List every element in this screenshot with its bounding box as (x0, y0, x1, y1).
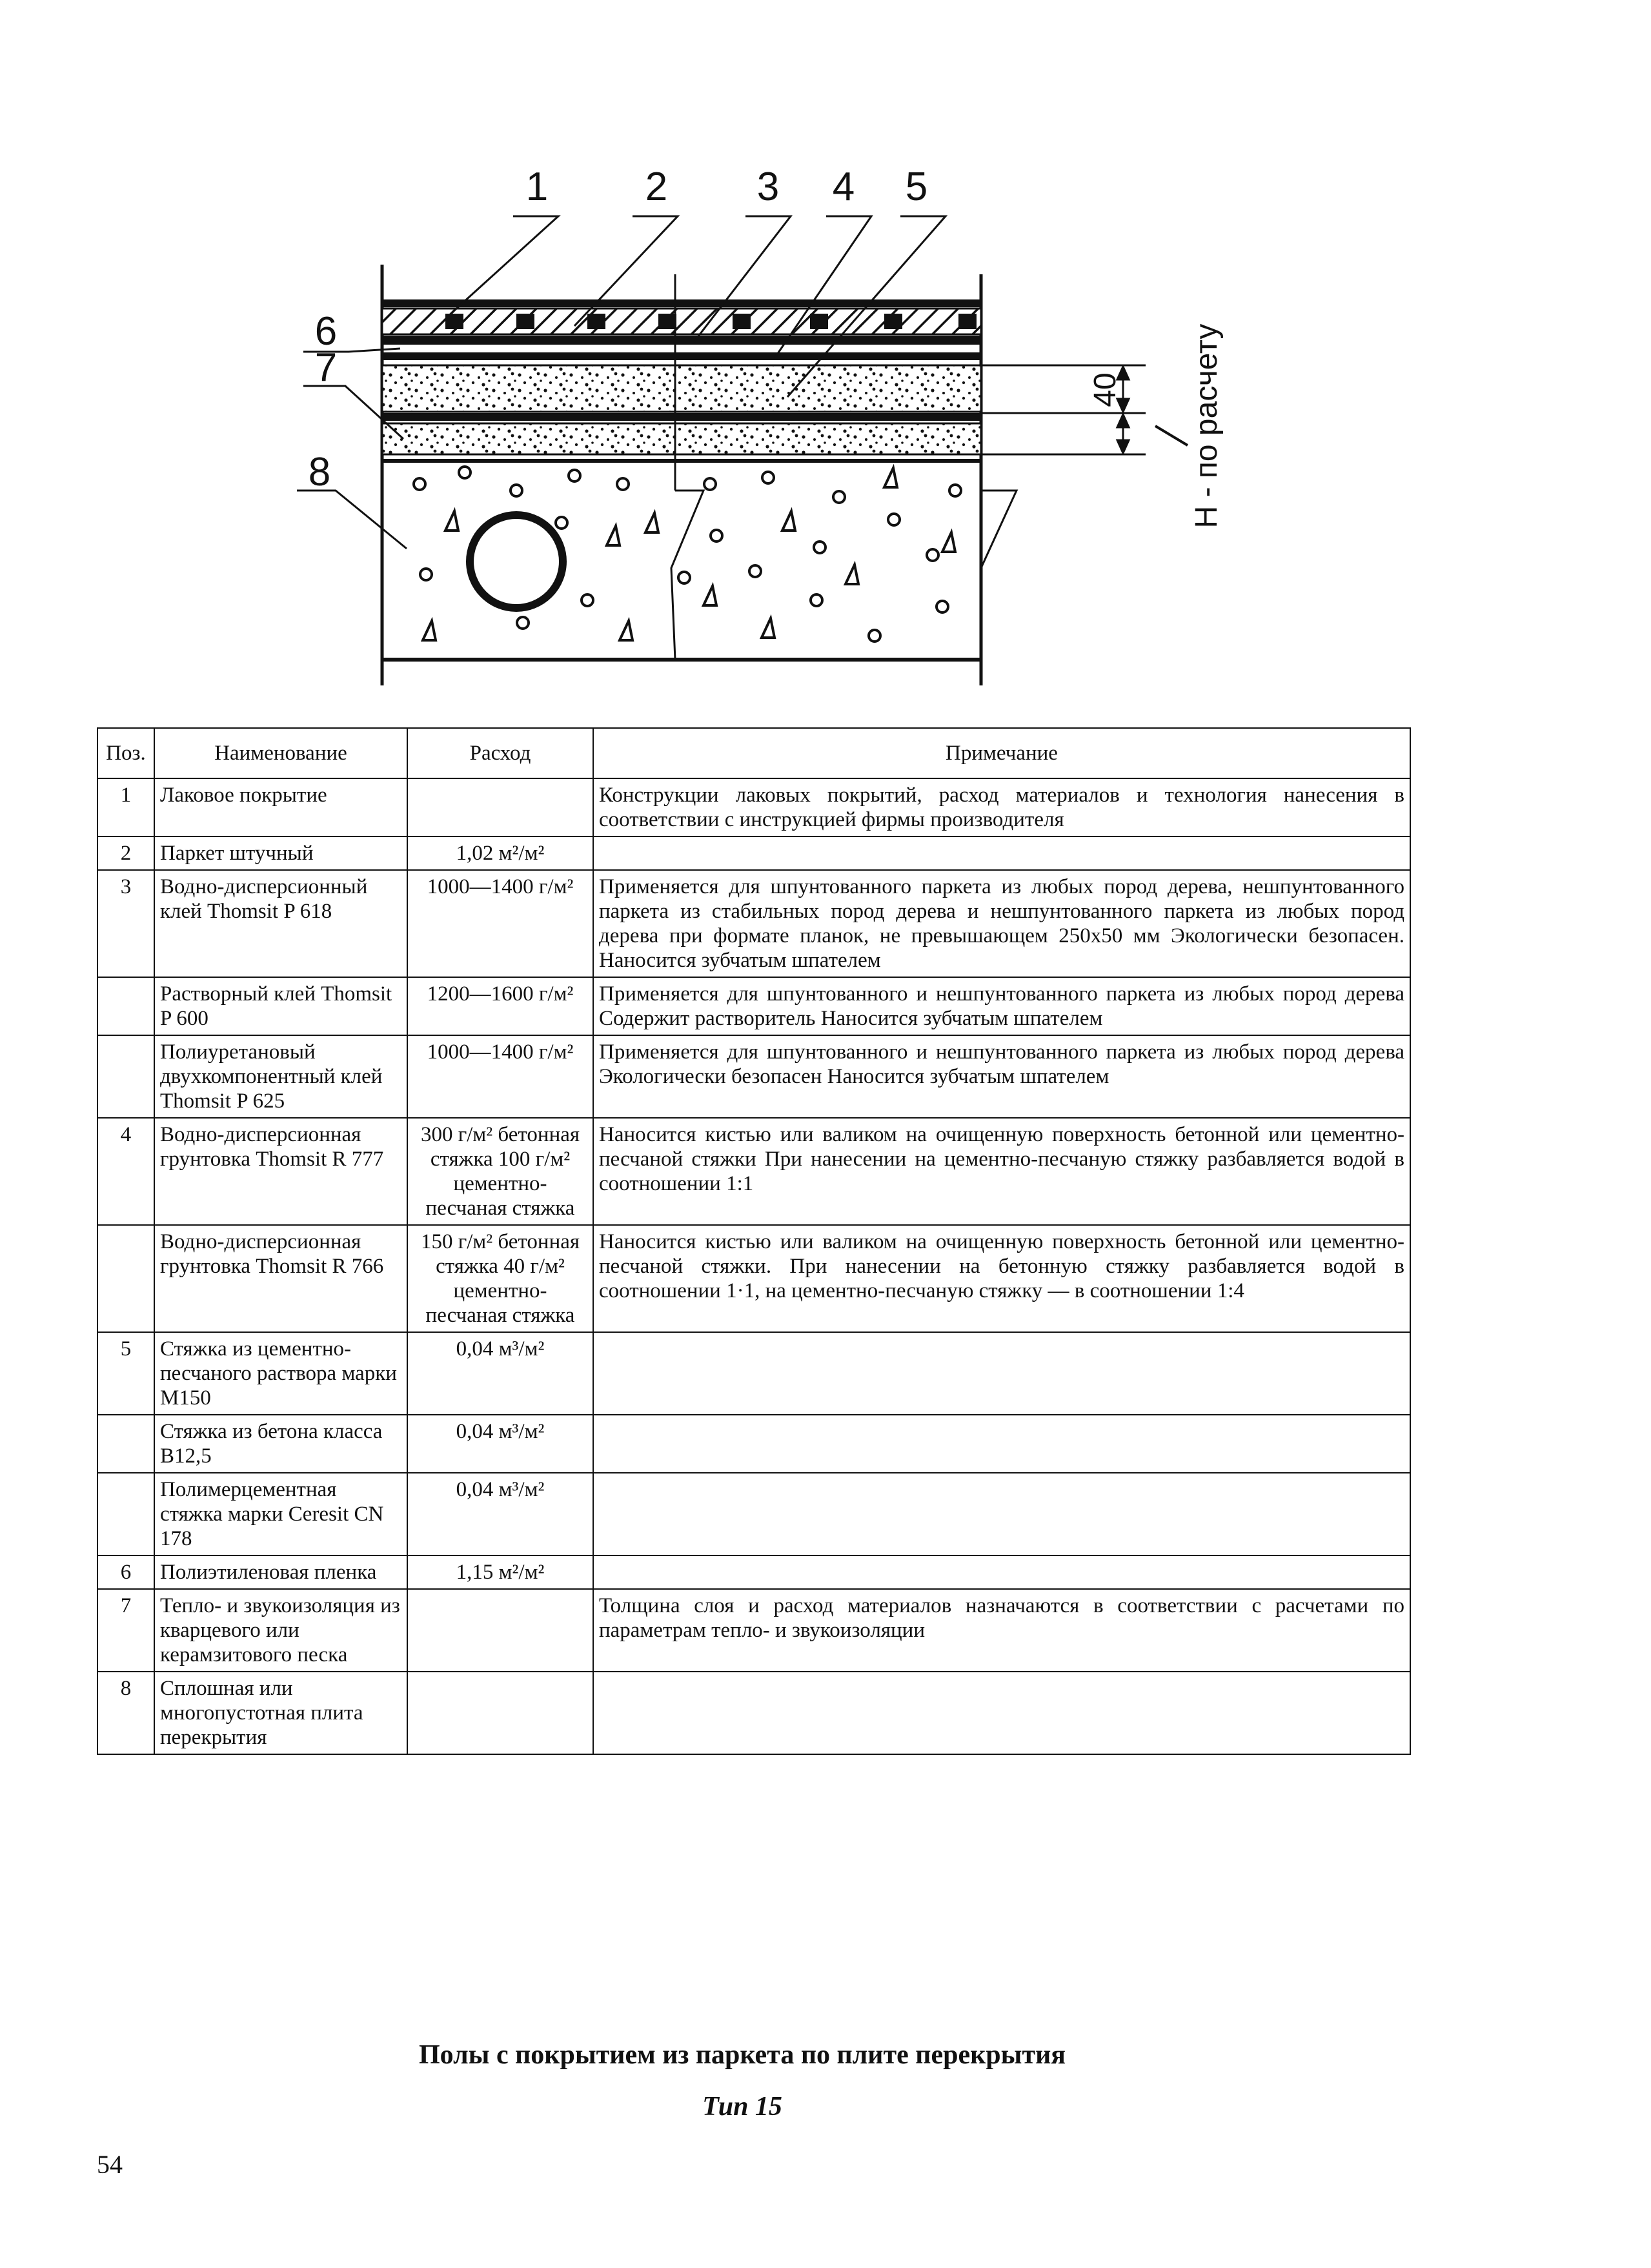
cell-pos: 3 (97, 870, 154, 977)
document-title: Полы с покрытием из паркета по плите перекрытия (419, 2040, 1066, 2070)
cell-pos: 7 (97, 1589, 154, 1672)
cell-rate: 0,04 м³/м² (407, 1332, 593, 1415)
cell-pos: 6 (97, 1555, 154, 1589)
cell-pos: 5 (97, 1332, 154, 1415)
table-row (97, 1473, 1410, 1555)
cell-name: Водно-дисперсионная грунтовка Thomsit R 766 (154, 1225, 407, 1332)
cell-name: Полиуретановый двухкомпонентный клей Thomsit P 625 (154, 1035, 407, 1118)
callout-1: 1 (525, 165, 549, 209)
callout-7: 7 (314, 345, 338, 390)
cell-rate: 1,02 м²/м² (407, 836, 593, 870)
cell-name: Лаковое покрытие (154, 778, 407, 836)
table-row (97, 1118, 1410, 1225)
cell-name: Сплошная или многопустотная плита перекрытия (154, 1672, 407, 1754)
header-name: Наименование (154, 728, 407, 778)
cell-pos: 1 (97, 778, 154, 836)
callout-6: 6 (314, 309, 338, 354)
cell-name: Водно-дисперсионная грунтовка Thomsit R 777 (154, 1118, 407, 1225)
lacquer-layer (382, 299, 981, 307)
cell-name: Водно-дисперсионный клей Thomsit P 618 (154, 870, 407, 977)
cell-note (593, 836, 1410, 870)
cell-name: Растворный клей Thomsit P 600 (154, 977, 407, 1035)
table-header-row (97, 728, 1410, 778)
cell-rate (407, 778, 593, 836)
cell-note: Применяется для шпунтованного паркета из любых пород дерева, нешпунтованного паркета из стабильных пород дерева и нешпунтованного паркета из любых пород дерева при формате планок, не превышающем 250х50 мм Экологически безопасен. Наносится зубчатым шпателем (593, 870, 1410, 977)
cell-name: Стяжка из бетона класса В12,5 (154, 1415, 407, 1473)
cell-note (593, 1415, 1410, 1473)
cell-pos: 2 (97, 836, 154, 870)
table-row (97, 1589, 1410, 1672)
cell-note: Наносится кистью или валиком на очищенную поверхность бетонной или цементно-песчаной стяжки. При нанесении на бетонную стяжку разбавляется водой в соотношении 1·1, на цементно-песчаную стяжку — в соотношении 1:4 (593, 1225, 1410, 1332)
cell-note (593, 1555, 1410, 1589)
cell-pos (97, 977, 154, 1035)
page-number: 54 (97, 2150, 123, 2179)
cell-rate (407, 1672, 593, 1754)
cell-note (593, 1473, 1410, 1555)
callout-4: 4 (832, 165, 855, 209)
screed-layer (382, 365, 981, 412)
adhesive-layer (382, 336, 981, 345)
header-pos: Поз. (97, 728, 154, 778)
cell-note: Наносится кистью или валиком на очищенную поверхность бетонной или цементно-песчаной стяжки При нанесении на цементно-песчаную стяжку разбавляется водой в соотношении 1:1 (593, 1118, 1410, 1225)
table-row (97, 1332, 1410, 1415)
cell-name: Тепло- и звукоизоляция из кварцевого или керамзитового песка (154, 1589, 407, 1672)
cell-rate: 0,04 м³/м² (407, 1415, 593, 1473)
document-type: Тип 15 (702, 2092, 782, 2121)
cell-rate: 0,04 м³/м² (407, 1473, 593, 1555)
cell-note: Конструкции лаковых покрытий, расход материалов и технология нанесения в соответствии с инструкцией фирмы производителя (593, 778, 1410, 836)
cell-rate: 1200—1600 г/м² (407, 977, 593, 1035)
cell-rate: 300 г/м² бетонная стяжка 100 г/м² цементно-песчаная стяжка (407, 1118, 593, 1225)
header-note: Примечание (593, 728, 1410, 778)
table-row (97, 977, 1410, 1035)
table-row (97, 1555, 1410, 1589)
callout-2: 2 (645, 165, 668, 209)
primer-layer (382, 352, 981, 360)
cell-pos (97, 1225, 154, 1332)
cell-rate: 1000—1400 г/м² (407, 870, 593, 977)
cell-note: Применяется для шпунтованного и нешпунтованного паркета из любых пород дерева Содержит растворитель Наносится зубчатым шпателем (593, 977, 1410, 1035)
table-body (97, 778, 1410, 1754)
cell-note (593, 1332, 1410, 1415)
side-label: H - по расчету (1190, 323, 1224, 529)
table-row (97, 778, 1410, 836)
floor-section-drawing (0, 0, 1651, 710)
cell-name: Стяжка из цементно-песчаного раствора марки М150 (154, 1332, 407, 1415)
header-rate: Расход (407, 728, 593, 778)
cell-pos (97, 1415, 154, 1473)
cell-pos (97, 1473, 154, 1555)
cell-name: Паркет штучный (154, 836, 407, 870)
cell-name: Полимерцементная стяжка марки Ceresit CN 178 (154, 1473, 407, 1555)
cell-rate: 150 г/м² бетонная стяжка 40 г/м² цементно-песчаная стяжка (407, 1225, 593, 1332)
cell-rate (407, 1589, 593, 1672)
cell-note: Толщина слоя и расход материалов назначаются в соответствии с расчетами по параметрам тепло- и звукоизоляции (593, 1589, 1410, 1672)
sand-insulation-layer (382, 423, 981, 454)
dimension-40: 40 (1088, 372, 1122, 407)
table-row (97, 836, 1410, 870)
film-layer (382, 413, 981, 421)
table-row (97, 1672, 1410, 1754)
table-row (97, 1225, 1410, 1332)
cell-pos (97, 1035, 154, 1118)
floor-slab (382, 461, 1017, 660)
table-row (97, 870, 1410, 977)
callout-8: 8 (308, 450, 331, 494)
cell-pos: 8 (97, 1672, 154, 1754)
table-row (97, 1035, 1410, 1118)
cell-note (593, 1672, 1410, 1754)
cell-note: Применяется для шпунтованного и нешпунтованного паркета из любых пород дерева Экологически безопасен Наносится зубчатым шпателем (593, 1035, 1410, 1118)
spec-table (97, 727, 1411, 1755)
cell-rate: 1000—1400 г/м² (407, 1035, 593, 1118)
callout-3: 3 (756, 165, 780, 209)
cell-pos: 4 (97, 1118, 154, 1225)
cell-name: Полиэтиленовая пленка (154, 1555, 407, 1589)
table-row (97, 1415, 1410, 1473)
callout-5: 5 (905, 165, 928, 209)
cell-rate: 1,15 м²/м² (407, 1555, 593, 1589)
